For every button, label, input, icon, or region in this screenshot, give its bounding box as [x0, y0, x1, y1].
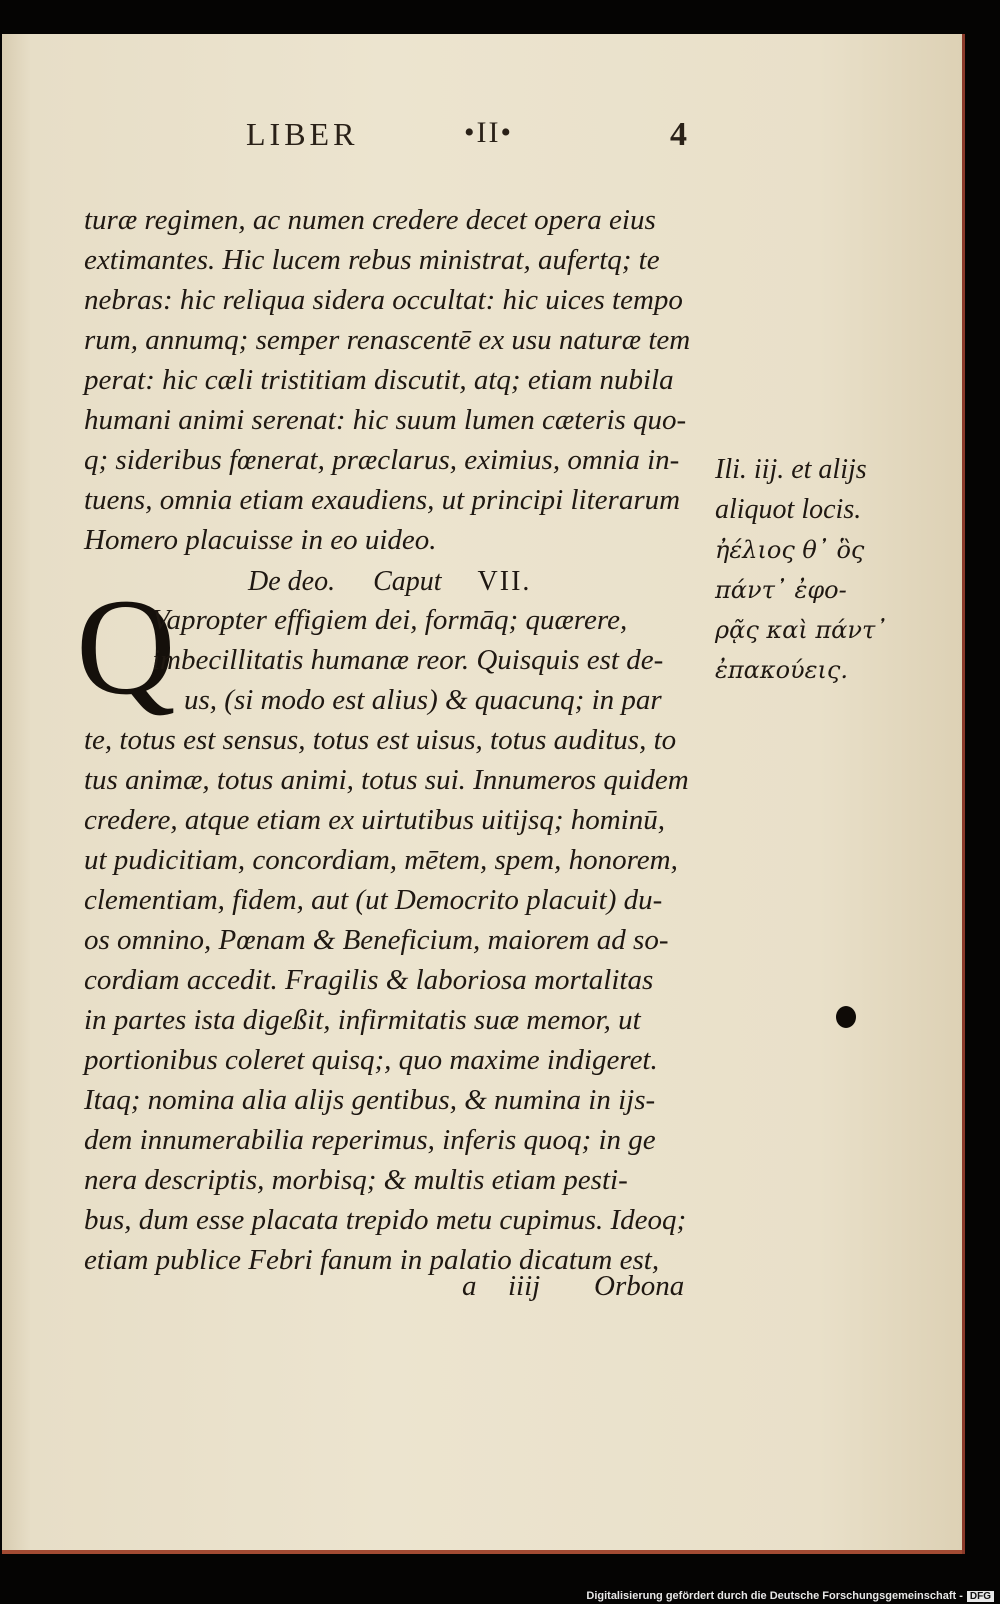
marginal-note-line: Ili. iij. et alijs: [715, 454, 867, 485]
book-page: [2, 34, 965, 1554]
text-line: perat: hic cæli tristitiam discutit, atq; etiam nubila: [84, 364, 674, 396]
text-line: imbecillitatis humanæ reor. Quisquis est de-: [152, 644, 664, 676]
marginal-greek-line: ἐπακούεις.: [715, 656, 848, 684]
text-line: turæ regimen, ac numen credere decet opera eius: [84, 204, 656, 236]
text-line: q; sideribus fœnerat, præclarus, eximius, omnia in-: [84, 444, 680, 476]
text-line: tus animæ, totus animi, totus sui. Innumeros quidem: [84, 764, 689, 796]
text-line: nera descriptis, morbisq; & multis etiam pesti-: [84, 1164, 628, 1196]
text-line: humani animi serenat: hic suum lumen cæteris quo-: [84, 404, 687, 436]
text-line: dem innumerabilia reperimus, inferis quoq; in ge: [84, 1124, 656, 1156]
digitization-credit: [586, 1590, 994, 1602]
text-line: Vapropter effigiem dei, formāq; quærere,: [152, 604, 628, 636]
signature-mark: a: [462, 1270, 477, 1302]
folio-number: 4: [670, 116, 687, 153]
text-line: us, (si modo est alius) & quacunq; in par: [184, 684, 662, 716]
text-line: nebras: hic reliqua sidera occultat: hic uices tempo: [84, 284, 683, 316]
text-line: clementiam, fidem, aut (ut Democrito placuit) du-: [84, 884, 663, 916]
text-line: Itaq; nomina alia alijs gentibus, & numina in ijs-: [84, 1084, 656, 1116]
text-line: os omnino, Pœnam & Beneficium, maiorem ad so-: [84, 924, 669, 956]
book-number: •II•: [464, 116, 513, 149]
catchword: Orbona: [594, 1270, 685, 1302]
text-line: bus, dum esse placata trepido metu cupimus. Ideoq;: [84, 1204, 687, 1236]
text-line: credere, atque etiam ex uirtutibus uitijsq; hominū,: [84, 804, 665, 836]
text-line: portionibus coleret quisq;, quo maxime indigeret.: [84, 1044, 658, 1076]
running-title: LIBER: [246, 116, 359, 152]
text-line: etiam publice Febri fanum in palatio dicatum est,: [84, 1244, 660, 1276]
chapter-title: De deo.: [248, 566, 336, 597]
marginal-greek-line: ρᾷς καὶ πάντ᾽: [715, 616, 888, 644]
text-line: ut pudicitiam, concordiam, mētem, spem, honorem,: [84, 844, 678, 876]
running-header: [2, 116, 962, 176]
text-line: Homero placuisse in eo uideo.: [84, 524, 437, 556]
marginal-greek-line: πάντ᾽ ἐφο-: [715, 576, 847, 604]
signature-number: iiij: [508, 1270, 541, 1302]
chapter-heading: [248, 566, 531, 598]
drop-cap-initial: Q: [76, 570, 176, 723]
ink-blot: [836, 1006, 856, 1028]
text-line: extimantes. Hic lucem rebus ministrat, aufertq; te: [84, 244, 660, 276]
marginal-greek-line: ἠέλιος θ᾽ ὃς: [715, 536, 865, 564]
text-line: rum, annumq; semper renascentē ex usu naturæ tem: [84, 324, 691, 356]
chapter-caput: Caput: [373, 566, 442, 597]
text-line: tuens, omnia etiam exaudiens, ut principi literarum: [84, 484, 681, 516]
text-line: te, totus est sensus, totus est uisus, totus auditus, to: [84, 724, 677, 756]
chapter-number: VII.: [477, 566, 532, 597]
dfg-logo: DFG: [967, 1591, 994, 1602]
page-footer: [84, 1270, 704, 1310]
text-line: in partes ista digeßit, infirmitatis suæ memor, ut: [84, 1004, 641, 1036]
marginal-note-line: aliquot locis.: [715, 494, 862, 525]
credit-text: Digitalisierung gefördert durch die Deutsche Forschungsgemeinschaft -: [586, 1590, 963, 1602]
text-line: cordiam accedit. Fragilis & laboriosa mortalitas: [84, 964, 654, 996]
